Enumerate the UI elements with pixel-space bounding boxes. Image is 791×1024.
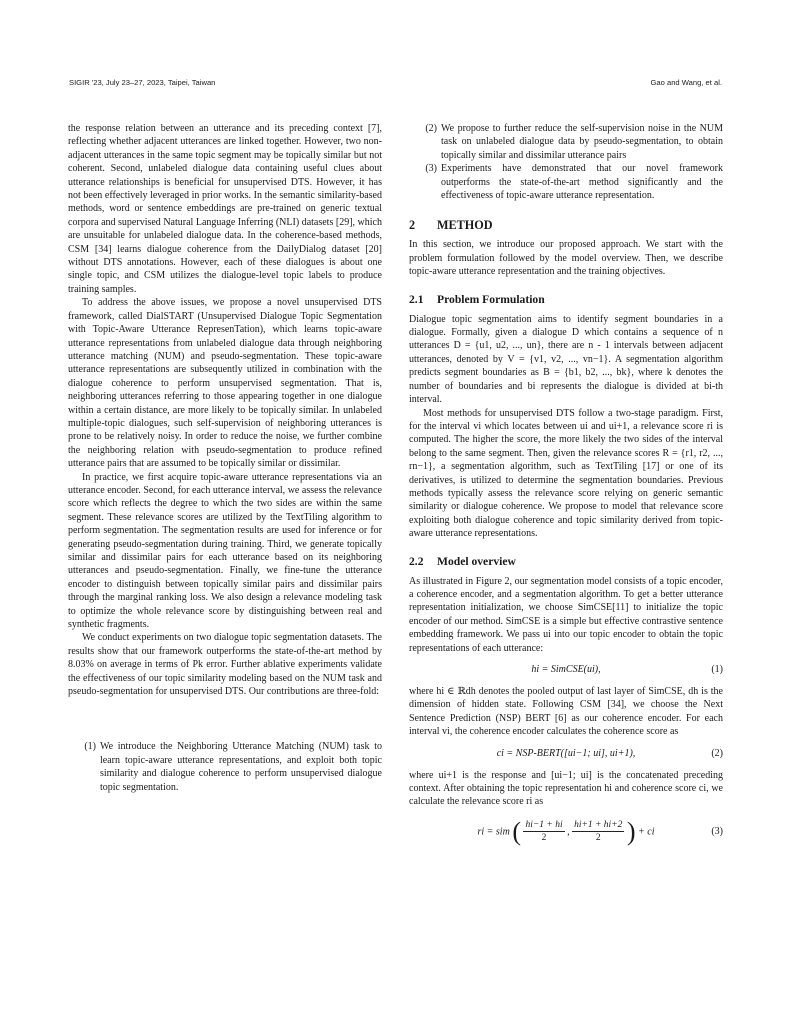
section-title: METHOD — [437, 218, 493, 233]
fraction — [572, 819, 624, 844]
equation-2 — [409, 745, 723, 763]
paragraph: Dialogue topic segmentation aims to identify segment boundaries in a dialogue. Formally, given a dialogue D which contains a sequence of n utterances D = {u1, u2, ..., un}, there are n - 1 intervals between adjacent utterances, denoted by V = {v1, v2, ..., vn−1}. A segmentation algorithm predicts segment boundaries as B = {b1, b2, ..., bk}, where k denotes the number of boundaries and bi represents the dialogue is divided at bi-th interval. — [409, 313, 723, 406]
subsection-heading — [409, 293, 723, 307]
equation-3: ri = sim ( $\frac{hi-1 + hi}{2}$ , $\frac{hi+1 + hi+2}{2}$ ) + ci (3) — [409, 815, 723, 849]
list-number: (2) — [425, 123, 437, 134]
equation-number: (2) — [711, 747, 723, 759]
equation-lhs: ri = sim — [477, 826, 510, 838]
running-header-authors: Gao and Wang, et al. — [650, 78, 722, 87]
paragraph: To address the above issues, we propose a novel unsupervised DTS framework, called DialSTART (Unsupervised Dialogue Topic Segmentation with Topic-Aware Utterance RepresenTation), which learns topic-aware utterance representations from unlabeled dialogue data through neighboring utterance matching (NUM) and pseudo-segmentation. These topic-aware utterance representations are subsequently utilized in combination with the dialogue coherence to perform unsupervised segmentation. That is, neighboring utterances referring to those appearing together in one dialogue within a certain distance, are more likely to be topically similar. In unlabeled multiple-topic dialogues, such self-supervision of neighboring utterances is prone to be relatively noisy. In order to reduce the noise, we further combine the neighboring relation with pseudo-segmentation to produce refined utterance pairs that are assumed to be topically similar or dissimilar. — [68, 297, 382, 470]
equation-number: (3) — [711, 825, 723, 837]
list-item — [409, 162, 723, 202]
paragraph: the response relation between an utterance and its preceding context [7], reflecting whether adjacent utterances are linked together. However, two non-adjacent utterances in the same topic segment may be topically similar but not coherent. Second, unlabeled dialogue data containing useful clues about utterance relationships is beneficial for unsupervised DTS. However, it has not been effectively leveraged in prior works. In the semantic similarity-based methods, word or sentence embeddings are pre-trained on generic textual corpora and supervised Natural Language Inferring (NLI) datasets [29], which are unsuitable for unlabeled dialogue data. In the coherence-based methods, CSM [34] learns dialogue coherence from the DailyDialog dataset [20] without DTS annotations. However, each of these dialogues is about one single topic, and CSM utilizes the dialogue-level topic labels to produce training samples. — [68, 123, 382, 295]
right-column — [409, 122, 723, 855]
list-item — [409, 122, 723, 162]
fraction-denominator: 2 — [595, 833, 601, 844]
subsection-heading — [409, 555, 723, 569]
paragraph: where ui+1 is the response and [ui−1; ui] is the concatenated preceding context. After obtaining the topic representation hi and coherence score ci, we calculate the relevance score ri as — [409, 769, 723, 808]
paragraph: We conduct experiments on two dialogue topic segmentation datasets. The results show that our framework outperforms the state-of-the-art method by 8.03% on average in terms of Pk error. Further ablative experiments validate the effectiveness of our topic similarity modeling based on the NUM task and pseudo-segmentation for unsupervised DTS. Our contributions are three-fold: — [68, 632, 382, 698]
contributions-list-continued — [409, 122, 723, 202]
paragraph: Most methods for unsupervised DTS follow a two-stage paradigm. First, for the interval vi which locates between ui and ui+1, a relevance score ri is computed. The higher the score, the more likely the two sides of the interval belong to the same segment. Then, given the relevance scores R = {r1, r2, ..., rn−1}, a segmentation algorithm, such as TextTiling [17] or one of its derivatives, is utilized to determine the segmentation boundaries. Previous methods typically assess the relevance score relying on generic semantic similarity or dialogue coherence. We propose to model that relevance score exploiting both dialogue coherence and topic similarity derived from topic-aware utterance representations. — [409, 407, 723, 540]
list-item — [68, 740, 382, 794]
equation-number: (1) — [711, 664, 723, 675]
list-text: Experiments have demonstrated that our novel framework outperforms the state-of-the-art method significantly and the effectiveness of topic-aware utterance representation. — [441, 163, 723, 202]
fraction-numerator: hi−1 + hi — [525, 820, 563, 831]
section-title: Problem Formulation — [437, 292, 545, 306]
paragraph: In practice, we first acquire topic-aware utterance representations via an utterance encoder. Second, for each utterance interval, we assess the relevance score which reflects the degree to which the two sides are within the same segment. These relevance scores are utilized by the TextTiling algorithm to perform segmentation. The segmentation results are used for inference or for generating pseudo-segmentation during training. Third, we generate topically similar and dissimilar pairs for each utterance based on its neighboring utterances and pseudo-segmentation. Finally, we fine-tune the utterance encoder to distinguish between topically similar pairs and dissimilar pairs through the marginal ranking loss. We also design a relevance modeling task to optimize the whole relevance score by distinguishing between real and synthetic fragments. — [68, 471, 382, 631]
section-number: 2.2 — [409, 554, 424, 568]
fraction-denominator: 2 — [541, 833, 547, 844]
list-text: We propose to further reduce the self-supervision noise in the NUM task on unlabeled dialogue data by pseudo-segmentation, to obtain topically similar and dissimilar utterance pairs — [441, 123, 723, 161]
section-number: 2.1 — [409, 292, 424, 306]
equation-1 — [409, 661, 723, 679]
list-text: We introduce the Neighboring Utterance Matching (NUM) task to learn topic-aware utterance representations, and exploit both topic similarity and dialogue coherence to perform unsupervised dialogue topic segmentation. — [100, 741, 382, 793]
running-header-venue: SIGIR '23, July 23–27, 2023, Taipei, Taiwan — [69, 78, 216, 87]
fraction-numerator: hi+1 + hi+2 — [574, 820, 623, 831]
fraction — [523, 819, 564, 844]
paragraph: where hi ∈ ℝdh denotes the pooled output of last layer of SimCSE, dh is the dimension of hidden state. Following CSM [34], we choose the Next Sentence Prediction (NSP) BERT [6] as our coherence encoder. For each interval vi, the coherence encoder calculates the coherence score as — [409, 686, 723, 738]
section-title: Model overview — [437, 554, 516, 568]
section-heading — [409, 218, 723, 232]
list-number: (1) — [84, 741, 96, 753]
section-number: 2 — [409, 218, 416, 233]
paragraph: In this section, we introduce our proposed approach. We start with the problem formulation followed by the model overview. Then, we describe topic-aware utterance representation and the training objectives. — [409, 239, 723, 278]
equation-rhs: + ci — [638, 826, 655, 838]
equation-body: hi = SimCSE(ui), — [531, 664, 601, 675]
paragraph: As illustrated in Figure 2, our segmentation model consists of a topic encoder, a coherence encoder, and a segmentation algorithm. To get a better utterance representation initialization, we choose SimCSE[11] to initialize the topic encoder of our method. SimCSE is a simple but effective contrastive sentence embedding framework. We pass ui into our topic encoder to obtain the topic representations of each utterance: — [409, 575, 723, 654]
left-column — [68, 122, 382, 794]
list-number: (3) — [425, 163, 437, 175]
equation-body: ci = NSP-BERT([ui−1; ui], ui+1), — [496, 747, 636, 759]
contributions-list — [68, 740, 382, 794]
